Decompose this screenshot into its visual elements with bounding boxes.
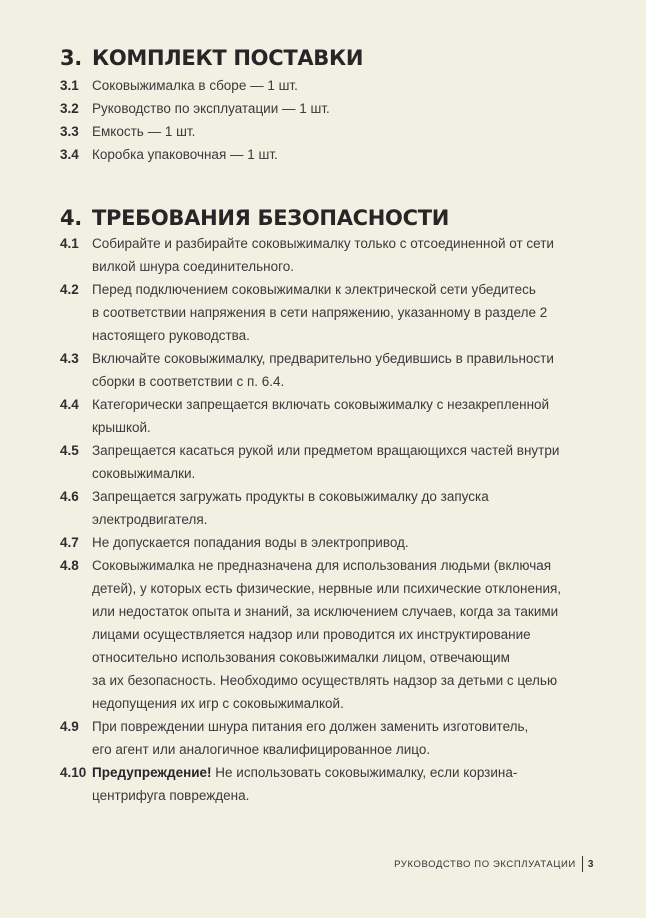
item-number: 4.8 <box>60 558 79 573</box>
item-text: Руководство по эксплуатации — 1 шт. <box>92 101 330 116</box>
item-text: Собирайте и разбирайте соковыжималку только с отсоединенной от сети вилкой шнура соединительного. <box>92 236 554 274</box>
list-item <box>60 97 600 120</box>
item-number: 4.6 <box>60 489 79 504</box>
item-number: 3.3 <box>60 124 79 139</box>
section-heading: КОМПЛЕКТ ПОСТАВКИ <box>92 46 364 70</box>
item-text: Перед подключением соковыжималки к электрической сети убедитесь в соответствии напряжения в сети напряжению, указанному в разделе 2 настоящего руководства. <box>92 282 548 343</box>
item-number: 4.10 <box>60 765 87 780</box>
item-number: 4.1 <box>60 236 79 251</box>
list-item <box>60 531 600 554</box>
item-number: 4.5 <box>60 443 79 458</box>
section-title <box>60 46 600 70</box>
page-number: 3 <box>587 858 594 870</box>
list-item <box>60 715 600 761</box>
item-number: 4.9 <box>60 719 79 734</box>
item-number: 4.4 <box>60 397 79 412</box>
item-number: 3.1 <box>60 78 79 93</box>
item-text: Не допускается попадания воды в электропривод. <box>92 535 409 550</box>
item-text: При повреждении шнура питания его должен заменить изготовитель, его агент или аналогичное квалифицированное лицо. <box>92 719 529 757</box>
list-item <box>60 232 600 278</box>
page-footer <box>394 856 594 872</box>
section-number: 3. <box>60 46 82 70</box>
list-item <box>60 347 600 393</box>
warning-label: Предупреждение! <box>92 765 212 780</box>
section-number: 4. <box>60 206 82 230</box>
item-number: 3.2 <box>60 101 79 116</box>
item-text: Соковыжималка в сборе — 1 шт. <box>92 78 298 93</box>
item-number: 4.7 <box>60 535 79 550</box>
list-item <box>60 120 600 143</box>
item-text: Предупреждение! Не использовать соковыжималку, если корзина- центрифуга повреждена. <box>92 765 518 803</box>
list-item <box>60 278 600 347</box>
list-item <box>60 393 600 439</box>
list-item <box>60 143 600 166</box>
list-item <box>60 439 600 485</box>
item-text: Соковыжималка не предназначена для использования людьми (включая детей), у которых есть физические, нервные или психические отклонения, или недостаток опыта и знаний, за исключением случаев, когда за такими лицами осуществляется надзор или проводится их инструктирование относительно использования соковыжималки лицом, отвечающим за их безопасность. Необходимо осуществлять надзор за детьми с целью недопущения их игр с соковыжималкой. <box>92 558 562 711</box>
footer-label: РУКОВОДСТВО ПО ЭКСПЛУАТАЦИИ <box>394 858 576 870</box>
list-item <box>60 485 600 531</box>
list-item <box>60 554 600 715</box>
item-text: Коробка упаковочная — 1 шт. <box>92 147 278 162</box>
item-text: Включайте соковыжималку, предварительно убедившись в правильности сборки в соответствии с п. 6.4. <box>92 351 554 389</box>
item-number: 4.3 <box>60 351 79 366</box>
section-title <box>60 206 600 230</box>
list-item-warning <box>60 761 600 807</box>
item-number: 4.2 <box>60 282 79 297</box>
section-safety-requirements <box>60 206 600 807</box>
item-text: Запрещается касаться рукой или предметом вращающихся частей внутри соковыжималки. <box>92 443 560 481</box>
item-text: Емкость — 1 шт. <box>92 124 196 139</box>
footer-divider <box>582 856 583 872</box>
list-item <box>60 74 600 97</box>
section-heading: ТРЕБОВАНИЯ БЕЗОПАСНОСТИ <box>92 206 450 230</box>
item-text: Запрещается загружать продукты в соковыжималку до запуска электродвигателя. <box>92 489 489 527</box>
item-text: Категорически запрещается включать соковыжималку с незакрепленной крышкой. <box>92 397 550 435</box>
section-package-contents <box>60 46 600 166</box>
item-number: 3.4 <box>60 147 79 162</box>
